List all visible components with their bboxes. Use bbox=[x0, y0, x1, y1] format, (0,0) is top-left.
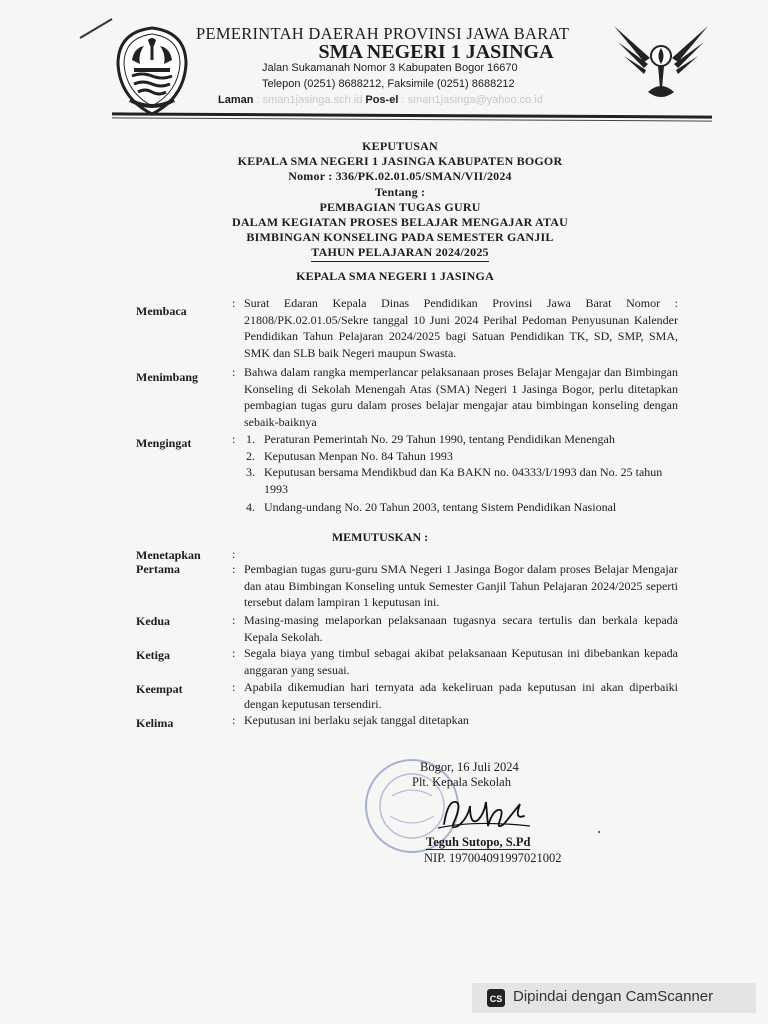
kepala-heading: KEPALA SMA NEGERI 1 JASINGA bbox=[296, 269, 494, 283]
label-membaca: Membaca bbox=[136, 304, 187, 318]
camscanner-icon bbox=[487, 989, 505, 1007]
ink-speck bbox=[598, 831, 600, 833]
kedua-text: : Masing-masing melaporkan pelaksanaan tugasnya secara tertulis dan berkala kepada Kepala Sekolah. bbox=[232, 613, 678, 644]
list-item: 2. Keputusan Menpan No. 84 Tahun 1993 bbox=[246, 448, 453, 463]
ketiga-body: Segala biaya yang timbul sebagai akibat pelaksanaan Keputusan ini dibebankan kepada anggaran yang sesuai. bbox=[244, 646, 678, 677]
list-item: 1. Peraturan Pemerintah No. 29 Tahun 1990, tentang Pendidikan Menengah bbox=[246, 432, 615, 446]
document-page: PEMERINTAH DAERAH PROVINSI JAWA BARAT SMA NEGERI 1 JASINGA Jalan Sukamanah Nomor 3 Kabupaten Bogor 16670 Telepon (0251) 8688212, Faksimile (0251) 8688212 Laman : sman1jasinga.sch.id Pos-el : sman1jasinga@yahoo.co.id KEPUTUSAN KEPALA SMA NEGERI 1 JASINGA KABUPATEN BOGOR Nomor : 336/PK.02.01.05/SMAN/VII/2024 Tentang : PEMBAGIAN TUGAS GURU DALAM KEGIATAN PROSES BELAJAR MENGAJAR ATAU BIMBINGAN KONSELING PADA SEMESTER GANJIL TAHUN PELAJARAN 2024/2025 KEPALA SMA NEGERI 1 JASINGA Membaca : Surat Edaran Kepala Dinas Pendidikan Provinsi Jawa Barat Nomor : 21808/PK.02.01.05/Sekre tanggal 10 Juni 2024 Perihal Pedoman Penyusunan Kalender Pendidikan Tahun Pelajaran 2024/2025 bagi Satuan Pendidikan TK, SD, SMP, SMA, SMK dan SLB baik Negeri maupun Swasta. Menimbang : Bahwa dalam rangka memperlancar pelaksanaan proses Belajar Mengajar dan Bimbingan Konseling di Sekolah Menengah Atas (SMA) Negeri 1 Jasinga Bogor, perlu ditetapkan pembagian tugas guru dalam proses belajar mengajar atau bimbingan konseling dengan sebaik-baiknya Mengingat : 1. Peraturan Pemerintah No. 29 Tahun 1990, tentang Pendidikan Menengah 2. Keputusan Menpan No. 84 Tahun 1993 3. Keputusan bersama Mendikbud dan Ka BAKN no. 04333/I/1993 dan No. 25 tahun 1993 4. Undang-undang No. 20 Tahun 2003, tentang Sistem Pendidikan Nasional MEMUTUSKAN : Menetapkan : Pertama : Pembagian tugas guru-guru SMA Negeri 1 Jasinga Bogor dalam proses Belajar Mengajar dan atau Bimbingan Konseling untuk Semester Ganjil Tahun Pelajaran 2024/2025 seperti tersebut dalam lampiran 1 keputusan ini. Kedua : Masing-masing melaporkan pelaksanaan tugasnya secara tertulis dan berkala kepada Kepala Sekolah. Ketiga : Segala biaya yang timbul sebagai akibat pelaksanaan Keputusan ini dibebankan kepada anggaran yang sesuai. Keempat : Apabila dikemudian hari ternyata ada kekeliruan pada keputusan ini akan diperbaiki dengan keputusan tersendiri. Kelima : Keputusan ini berlaku sejak tanggal ditetapkan Bogor, 16 Juli 2024 Plt. Kepala Sekolah Teguh Sutopo, S.Pd NIP. 197004091997021002 CS Dipindai dengan CamScanner bbox=[0, 0, 768, 1024]
pen-stroke-mark bbox=[78, 16, 114, 40]
letterhead-government: PEMERINTAH DAERAH PROVINSI JAWA BARAT bbox=[196, 24, 570, 43]
email-label: Pos-el bbox=[365, 94, 399, 106]
label-kelima: Kelima bbox=[136, 716, 174, 730]
letterhead-web-email bbox=[218, 94, 543, 106]
title-tentang: Tentang : bbox=[374, 184, 426, 199]
memutuskan-heading: MEMUTUSKAN : bbox=[331, 530, 429, 544]
membaca-text: : Surat Edaran Kepala Dinas Pendidikan Provinsi Jawa Barat Nomor : 21808/PK.02.01.05/Sekre tanggal 10 Juni 2024 Perihal Pedoman Penyusunan Kalender Pendidikan Tahun Pelajaran 2024/2025 bagi Satuan Pendidikan TK, SD, SMP, SMA, SMK dan SLB baik Negeri maupun Swasta. bbox=[232, 296, 678, 360]
list-item: 4. Undang-undang No. 20 Tahun 2003, tentang Sistem Pendidikan Nasional bbox=[246, 500, 617, 514]
menimbang-text: : Bahwa dalam rangka memperlancar pelaksanaan proses Belajar Mengajar dan Bimbingan Konseling di Sekolah Menengah Atas (SMA) Negeri 1 Jasinga Bogor, perlu ditetapkan pembagian tugas guru dalam proses belajar mengajar atau bimbingan konseling dengan sebaik-baiknya bbox=[232, 365, 678, 429]
label-ketiga: Ketiga bbox=[136, 648, 170, 662]
pertama-text: : Pembagian tugas guru-guru SMA Negeri 1 Jasinga Bogor dalam proses Belajar Mengajar dan atau Bimbingan Konseling untuk Semester Ganjil Tahun Pelajaran 2024/2025 seperti tersebut dalam lampiran 1 keputusan ini. bbox=[232, 562, 678, 609]
title-subject-1: PEMBAGIAN TUGAS GURU bbox=[319, 199, 481, 214]
list-item: 3. Keputusan bersama Mendikbud dan Ka BAKN no. 04333/I/1993 dan No. 25 tahun 1993 bbox=[246, 465, 663, 496]
label-kedua: Kedua bbox=[136, 614, 171, 628]
keempat-text: : Apabila dikemudian hari ternyata ada kekeliruan pada keputusan ini akan diperbaiki dengan keputusan tersendiri. bbox=[232, 680, 678, 711]
decree-title bbox=[150, 139, 650, 262]
menimbang-body: Bahwa dalam rangka memperlancar pelaksanaan proses Belajar Mengajar dan Bimbingan Konseling di Sekolah Menengah Atas (SMA) Negeri 1 Jasinga Bogor, perlu ditetapkan pembagian tugas guru dalam proses belajar mengajar atau bimbingan konseling dengan sebaik-baiknya bbox=[244, 365, 678, 429]
label-menimbang: Menimbang bbox=[136, 370, 199, 384]
letterhead-address: Jalan Sukamanah Nomor 3 Kabupaten Bogor 16670 bbox=[262, 62, 518, 74]
title-nomor: Nomor : 336/PK.02.01.05/SMAN/VII/2024 bbox=[288, 169, 512, 184]
web-value: : sman1jasinga.sch.id bbox=[256, 94, 363, 106]
camscanner-text: Dipindai dengan CamScanner bbox=[513, 988, 714, 1005]
title-subject-4: TAHUN PELAJARAN 2024/2025 bbox=[311, 245, 488, 261]
title-kepala: KEPALA SMA NEGERI 1 JASINGA KABUPATEN BOGOR bbox=[237, 154, 563, 169]
mengingat-list: : 1. Peraturan Pemerintah No. 29 Tahun 1990, tentang Pendidikan Menengah 2. Keputusan Menpan No. 84 Tahun 1993 3. Keputusan bersama Mendikbud dan Ka BAKN no. 04333/I/1993 dan No. 25 tahun 1993 4. Undang-undang No. 20 Tahun 2003, tentang Sistem Pendidikan Nasional bbox=[232, 431, 678, 516]
signature-role: Plt. Kepala Sekolah bbox=[412, 775, 511, 789]
email-value: : sman1jasinga@yahoo.co.id bbox=[401, 94, 543, 106]
svg-text:CS: CS bbox=[489, 994, 503, 1004]
pertama-body: Pembagian tugas guru-guru SMA Negeri 1 Jasinga Bogor dalam proses Belajar Mengajar dan atau Bimbingan Konseling untuk Semester Ganjil Tahun Pelajaran 2024/2025 seperti tersebut dalam lampiran 1 keputusan ini. bbox=[244, 562, 678, 609]
title-keputusan: KEPUTUSAN bbox=[362, 139, 438, 153]
jawa-barat-emblem-logo bbox=[112, 24, 192, 118]
label-mengingat: Mengingat bbox=[136, 436, 192, 450]
membaca-body: Surat Edaran Kepala Dinas Pendidikan Provinsi Jawa Barat Nomor : 21808/PK.02.01.05/Sekre tanggal 10 Juni 2024 Perihal Pedoman Penyusunan Kalender Pendidikan Tahun Pelajaran 2024/2025 bagi Satuan Pendidikan TK, SD, SMP, SMA, SMK dan SLB baik Negeri maupun Swasta. bbox=[244, 296, 678, 360]
keempat-body: Apabila dikemudian hari ternyata ada kekeliruan pada keputusan ini akan diperbaiki dengan keputusan tersendiri. bbox=[244, 680, 678, 711]
title-subject-2: DALAM KEGIATAN PROSES BELAJAR MENGAJAR ATAU bbox=[231, 215, 569, 230]
kedua-body: Masing-masing melaporkan pelaksanaan tugasnya secara tertulis dan berkala kepada Kepala Sekolah. bbox=[244, 613, 678, 644]
kelima-body: Keputusan ini berlaku sejak tanggal ditetapkan bbox=[244, 713, 469, 727]
title-subject-3: BIMBINGAN KONSELING PADA SEMESTER GANJIL bbox=[246, 230, 554, 245]
label-menetapkan: Menetapkan bbox=[136, 548, 201, 562]
letterhead-phone: Telepon (0251) 8688212, Faksimile (0251) 8688212 bbox=[262, 78, 515, 90]
handwritten-signature bbox=[434, 790, 534, 840]
ketiga-text: : Segala biaya yang timbul sebagai akibat pelaksanaan Keputusan ini dibebankan kepada anggaran yang sesuai. bbox=[232, 646, 678, 677]
label-pertama: Pertama bbox=[136, 562, 180, 576]
signature-place-date: Bogor, 16 Juli 2024 bbox=[420, 760, 519, 774]
label-keempat: Keempat bbox=[136, 682, 183, 696]
web-label: Laman bbox=[218, 94, 254, 106]
kelima-text: : Keputusan ini berlaku sejak tanggal ditetapkan bbox=[232, 712, 678, 729]
letterhead-school-name: SMA NEGERI 1 JASINGA bbox=[318, 41, 554, 63]
signatory-name: Teguh Sutopo, S.Pd bbox=[426, 835, 531, 849]
signatory-nip: NIP. 197004091997021002 bbox=[424, 851, 562, 865]
